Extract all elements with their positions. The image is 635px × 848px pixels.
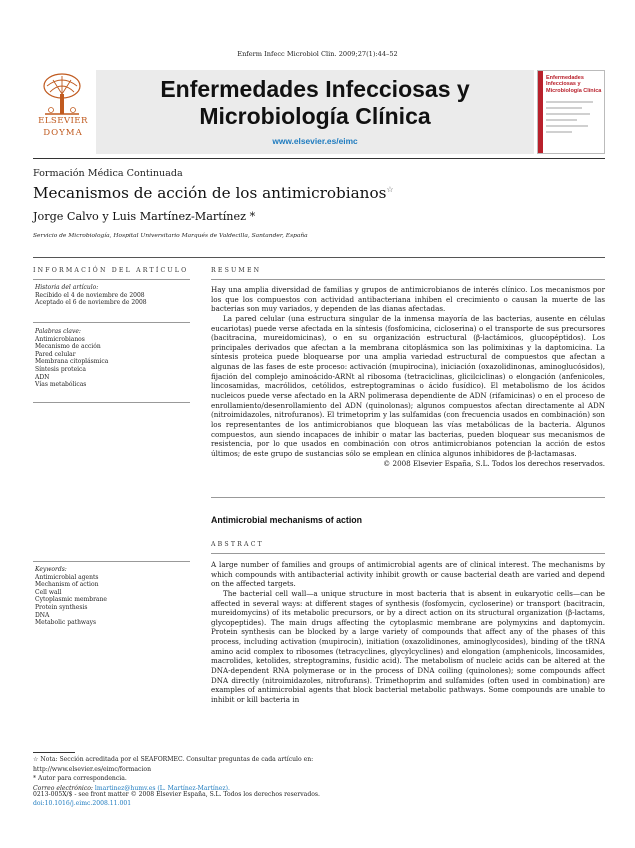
abstract-body bbox=[211, 560, 605, 718]
keyword-item: DNA bbox=[35, 611, 50, 619]
journal-cover-thumbnail bbox=[537, 70, 605, 154]
info-rule bbox=[33, 402, 190, 403]
keyword-item: Metabolic pathways bbox=[35, 619, 97, 627]
keyword-item: Pared celular bbox=[35, 350, 76, 358]
article-info-heading: INFORMACIÓN DEL ARTÍCULO bbox=[33, 267, 189, 274]
front-matter bbox=[33, 791, 433, 809]
article-title-text: Mecanismos de acción de los antimicrobianos bbox=[33, 184, 387, 202]
resumen-copyright: © 2008 Elsevier España, S.L. Todos los derechos reservados. bbox=[383, 458, 605, 468]
email-label: Correo electrónico: bbox=[33, 784, 93, 792]
journal-citation: Enferm Infecc Microbiol Clin. 2009;27(1):44–52 bbox=[237, 50, 398, 58]
resumen-heading: RESUMEN bbox=[211, 267, 262, 274]
front-matter-line: 0213-005X/$ - see front matter © 2008 Elsevier España, S.L. Todos los derechos reservados. bbox=[33, 791, 320, 798]
article-history bbox=[35, 284, 190, 307]
header-rule bbox=[33, 158, 605, 159]
doi-link[interactable]: doi:10.1016/j.eimc.2008.11.001 bbox=[33, 799, 132, 807]
english-title: Antimicrobial mechanisms of action bbox=[211, 515, 363, 525]
publisher-subname: DOYMA bbox=[43, 128, 83, 138]
keywords-label: Palabras clave: bbox=[35, 328, 81, 335]
abstract-paragraph: The bacterial cell wall—a unique structure in most bacteria that is absent in eukaryotic cells—can be affected in several ways: at different stages of synthesis (fosfomycin, cycloserine) or transport (bacitracin, mureidomycins) of its metabolic precursors, or by a direct action on its structural organization (β-lactams, glycopeptides). The main drugs affecting the cytoplasmic membrane are polymyxins and daptomycin. Protein synthesis can be blocked by a large variety of compounds that affect any of the phases of this process, including activation (mupirocin), initiation (oxazolidinones, aminoglycosides), binding of the tRNA amino acid complex to ribosomes (tetracyclines, glycylcyclines) and elongation (amphenicols, lincosamides, macrolides, ketolides, streptogramins, fusidic acid). The metabolism of nucleic acids can be altered at the DNA-dependent RNA polymerase or in the process of DNA coiling (quinolones); some compounds affect DNA directly (nitroimidazoles, nitrofurans). Trimethoprim and sulfamides (often used in combination) are examples of antimicrobial agents that block bacterial metabolic pathways. Some compounds are unable to inhibit or kill bacteria in bbox=[211, 588, 605, 704]
cover-title: Enfermedades Infecciosas y Microbiología Clínica bbox=[546, 75, 602, 94]
keywords-en-label: Keywords: bbox=[35, 566, 67, 573]
keywords-es bbox=[35, 328, 190, 389]
resumen-paragraph: La pared celular (una estructura singular de la inmensa mayoría de las bacterias, ausente en células eucariotas) puede verse afectada en la síntesis (fosfomicina, cicloserina) o el transporte de sus precursores (bacitracina, mureidomicinas), o en su organización estructural (β-lactámicos, glucopéptidos). Los principales derivados que afectan a la membrana citoplásmica son las polimixinas y la daptomicina. La síntesis proteica puede bloquearse por una amplia variedad estructural de compuestos que afectan a algunas de las fases de este proceso: activación (mupirocina), iniciación (oxazolidinonas, aminoglucósidos), fijación del complejo aminoácido-ARNt al ribosoma (tetraciclinas, glicilciclinas) o elongación (anfenicoles, lincosamidas, macrólidos, cetólidos, estreptograminas o ácido fusídico). El metabolismo de los ácidos nucleicos puede verse afectado en la ARN polimerasa dependiente de ADN (rifamicinas) o en el proceso de enrollamiento/desenrollamiento del ADN (quinolonas); algunos compuestos afectan directamente al ADN (nitroimidazoles, nitrofuranos). El trimetoprim y las sulfamidas (con frecuencia usados en combinación) son los representantes de los antimicrobianos que bloquean las vías metabólicas de la bacteria. Algunos compuestos, aun siendo incapaces de inhibir o matar las bacterias, pueden bloquear sus mecanismos de resistencia, por lo que usados en combinación con otros antimicrobianos potencian la acción de estos últimos; de este grupo de sustancias sólo se emplean en clínica algunos inhibidores de β-lactamasas. bbox=[211, 313, 605, 458]
title-rule bbox=[33, 257, 605, 258]
resumen-paragraph: Hay una amplia diversidad de familias y grupos de antimicrobianos de interés clínico. Los mecanismos por los que los compuestos con actividad antibacteriana inhiben el crecimiento o causan la muerte de las bacterias son muy variados, y dependen de las dianas afectadas. bbox=[211, 285, 605, 314]
keyword-item: Protein synthesis bbox=[35, 603, 88, 611]
keyword-item: Antimicrobial agents bbox=[35, 573, 99, 581]
cover-text-lines bbox=[546, 101, 598, 149]
keyword-item: Vías metabólicas bbox=[35, 381, 87, 389]
keyword-item: Cell wall bbox=[35, 588, 62, 596]
keyword-item: Síntesis proteica bbox=[35, 365, 86, 373]
footnote-rule bbox=[33, 752, 75, 753]
received-date: Recibido el 4 de noviembre de 2008 bbox=[35, 291, 145, 299]
resumen-body bbox=[211, 285, 605, 468]
keyword-item: ADN bbox=[35, 373, 50, 381]
author-affiliation: Servicio de Microbiología, Hospital Universitario Marqués de Valdecilla, Santander, España bbox=[33, 233, 308, 239]
journal-title-line1: Enfermedades Infecciosas y bbox=[160, 76, 470, 102]
keyword-item: Antimicrobianos bbox=[35, 335, 85, 343]
publisher-name: ELSEVIER bbox=[38, 116, 88, 126]
footnotes bbox=[33, 755, 433, 793]
article-title bbox=[33, 184, 394, 202]
info-rule bbox=[33, 279, 190, 280]
journal-url-link[interactable]: www.elsevier.es/eimc bbox=[272, 136, 358, 146]
accepted-date: Aceptado el 6 de noviembre de 2008 bbox=[35, 299, 147, 307]
keyword-item: Mecanismo de acción bbox=[35, 343, 101, 351]
abstract-paragraph: A large number of families and groups of antimicrobial agents are of clinical interest. The mechanisms by which compounds with antibacterial activity inhibit growth or cause bacterial death are varied and depend on the affected targets. bbox=[211, 560, 605, 589]
abstract-rule bbox=[211, 553, 605, 554]
footnote-correspondence: * Autor para correspondencia. bbox=[33, 775, 127, 783]
footnote-accreditation: ☆ Nota: Sección acreditada por el SEAFORMEC. Consultar preguntas de cada artículo en: http://www.elsevier.es/eimc/formacion bbox=[33, 756, 314, 773]
keywords-en bbox=[35, 566, 190, 627]
resumen-rule bbox=[211, 279, 605, 280]
article-authors: Jorge Calvo y Luis Martínez-Martínez * bbox=[33, 210, 256, 223]
keyword-item: Cytoplasmic membrane bbox=[35, 596, 107, 604]
info-rule bbox=[33, 322, 190, 323]
title-footnote-marker: ☆ bbox=[386, 184, 394, 194]
keyword-item: Membrana citoplásmica bbox=[35, 358, 109, 366]
keyword-item: Mechanism of action bbox=[35, 581, 99, 589]
history-label: Historia del artículo: bbox=[35, 284, 99, 291]
info-rule bbox=[33, 561, 190, 562]
section-label: Formación Médica Continuada bbox=[33, 168, 183, 179]
resumen-end-rule bbox=[211, 497, 605, 498]
elsevier-logo bbox=[33, 70, 93, 162]
journal-title bbox=[96, 76, 534, 130]
email-link[interactable]: lmartinez@humv.es (L. Martínez-Martínez). bbox=[94, 784, 230, 792]
abstract-heading: ABSTRACT bbox=[211, 541, 264, 548]
journal-title-line2: Microbiología Clínica bbox=[199, 103, 431, 129]
elsevier-tree-icon bbox=[41, 72, 83, 116]
cover-stripe bbox=[538, 71, 543, 154]
